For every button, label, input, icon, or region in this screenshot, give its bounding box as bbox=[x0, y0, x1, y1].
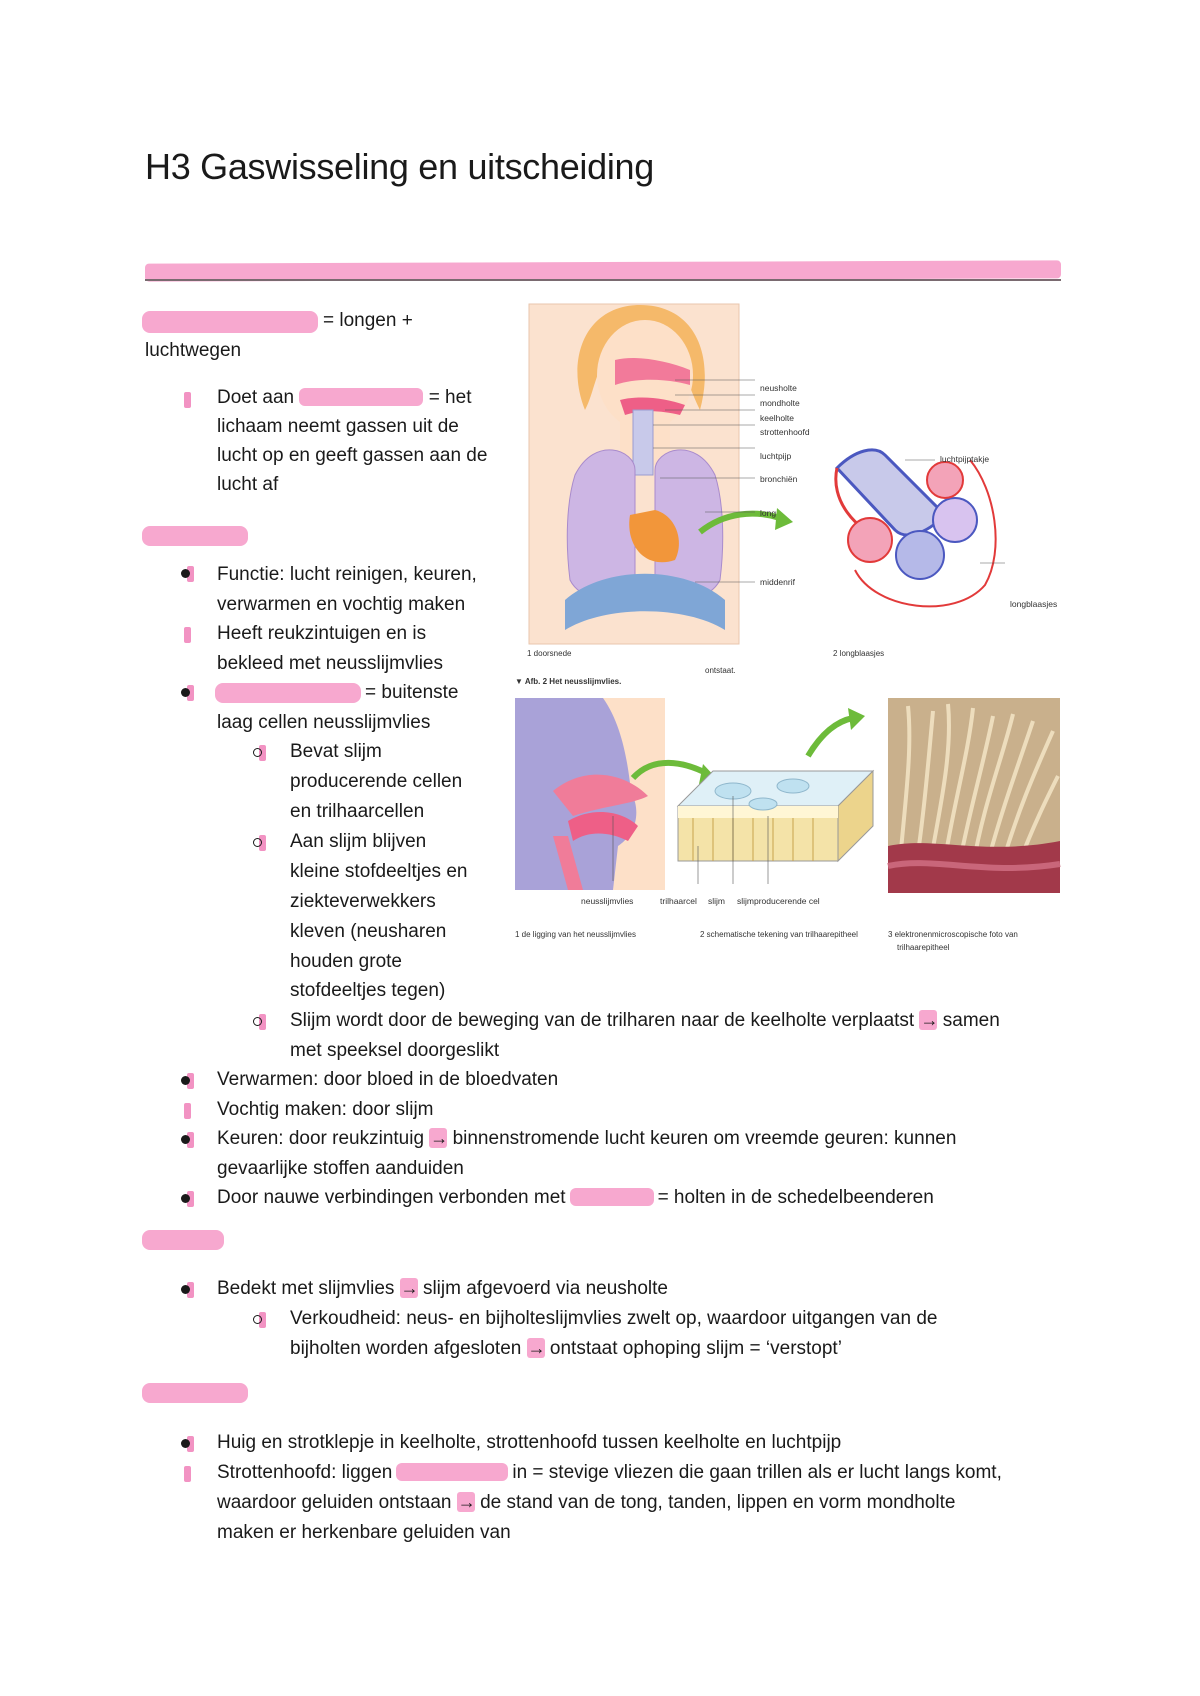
intro-line2: luchtwegen bbox=[145, 340, 242, 361]
bijholten-sub1: Verkoudheid: neus- en bijholteslijmvlies zwelt op, waardoor uitgangen van de bbox=[290, 1308, 938, 1329]
neus-bullet3-line2: laag cellen neusslijmvlies bbox=[217, 712, 431, 733]
bullet bbox=[187, 1073, 194, 1089]
neus-bullet2-line2: bekleed met neusslijmvlies bbox=[217, 653, 443, 674]
bullet bbox=[184, 1103, 191, 1119]
neus-sub2-line6: stofdeeltjes tegen) bbox=[290, 980, 446, 1001]
fig1-label: long bbox=[760, 508, 777, 518]
bijholten-bullet1: Bedekt met slijmvlies → slijm afgevoerd via neusholte bbox=[217, 1274, 668, 1304]
section-heading-neusholte bbox=[142, 526, 248, 546]
fig1-caption: 2 longblaasjes bbox=[833, 649, 885, 658]
bullet bbox=[184, 392, 191, 408]
neus-bullet7: Door nauwe verbindingen verbonden met = holten in de schedelbeenderen bbox=[217, 1187, 934, 1208]
fig2-caption: 2 schematische tekening van trilhaarepitheel bbox=[700, 930, 858, 939]
bullet bbox=[184, 627, 191, 643]
section-heading-underline bbox=[145, 279, 1061, 281]
sub-bullet bbox=[259, 835, 266, 851]
neus-sub3-line2: met speeksel doorgeslikt bbox=[290, 1040, 500, 1061]
fig1-label: longblaasjes bbox=[1010, 599, 1058, 609]
neus-sub3: Slijm wordt door de beweging van de trilharen naar de keelholte verplaatst → samen bbox=[290, 1006, 1000, 1036]
keel-bullet1: Huig en strotklepje in keelholte, strottenhoofd tussen keelholte en luchtpijp bbox=[217, 1432, 842, 1453]
fig1-caption: 1 doorsnede bbox=[527, 649, 572, 658]
bullet bbox=[187, 1191, 194, 1207]
neus-sub2-line4: kleven (neusharen bbox=[290, 921, 447, 942]
neus-bullet5: Vochtig maken: door slijm bbox=[217, 1099, 434, 1120]
sub-bullet bbox=[259, 1014, 266, 1030]
fig1-label: neusholte bbox=[760, 383, 797, 393]
intro-bullet1-line2: lichaam neemt gassen uit de bbox=[217, 416, 459, 437]
fig2-label: trilhaarcel bbox=[660, 896, 697, 906]
bullet bbox=[187, 566, 194, 582]
fig1-label: keelholte bbox=[760, 413, 795, 423]
neus-bullet4: Verwarmen: door bloed in de bloedvaten bbox=[217, 1069, 559, 1090]
fig1-label: luchtpijptakje bbox=[940, 454, 990, 464]
intro-bullet1-line4: lucht af bbox=[217, 474, 279, 495]
intro-line1: = longen + bbox=[323, 310, 413, 331]
neus-sub1: Bevat slijm bbox=[290, 741, 382, 762]
bullet bbox=[187, 685, 194, 701]
neus-sub2-line3: ziekteverwekkers bbox=[290, 891, 436, 912]
keel-bullet2: Strottenhoofd: liggen in = stevige vliezen die gaan trillen als er lucht langs komt, bbox=[217, 1462, 1002, 1483]
section-heading-keelholte bbox=[142, 1383, 248, 1403]
fig1-label: mondholte bbox=[760, 398, 800, 408]
neus-bullet6: Keuren: door reukzintuig → binnenstromende lucht keuren om vreemde geuren: kunnen bbox=[217, 1124, 956, 1154]
fig2-caption: trilhaarepitheel bbox=[897, 943, 950, 952]
sub-bullet bbox=[259, 1312, 266, 1328]
neus-bullet3: = buitenste bbox=[365, 682, 459, 703]
term-highlight bbox=[142, 311, 318, 333]
neus-sub2-line2: kleine stofdeeltjes en bbox=[290, 861, 468, 882]
sub-bullet bbox=[259, 745, 266, 761]
fig1-caption: ontstaat. bbox=[705, 666, 736, 675]
intro-bullet1-line3: lucht op en geeft gassen aan de bbox=[217, 445, 488, 466]
fig2-label: slijm bbox=[708, 896, 725, 906]
fig2-label: neusslijmvlies bbox=[581, 896, 634, 906]
neus-bullet6-line2: gevaarlijke stoffen aanduiden bbox=[217, 1158, 464, 1179]
term-highlight bbox=[215, 683, 361, 703]
neus-bullet2: Heeft reukzintuigen en is bbox=[217, 623, 427, 644]
fig1-label: bronchiën bbox=[760, 474, 798, 484]
bullet bbox=[187, 1436, 194, 1452]
fig2-title: ▼ Afb. 2 Het neusslijmvlies. bbox=[515, 677, 622, 686]
bijholten-sub1-line2: bijholten worden afgesloten → ontstaat ophoping slijm = ‘verstopt’ bbox=[290, 1334, 842, 1364]
fig1-label: luchtpijp bbox=[760, 451, 792, 461]
neus-bullet1-line2: verwarmen en vochtig maken bbox=[217, 594, 466, 615]
neus-sub1-line3: en trilhaarcellen bbox=[290, 801, 425, 822]
figure-respiratory-system bbox=[525, 300, 1065, 670]
fig2-label: slijmproducerende cel bbox=[737, 896, 820, 906]
bullet bbox=[187, 1282, 194, 1298]
keel-bullet2-line3: maken er herkenbare geluiden van bbox=[217, 1522, 511, 1543]
page-title: H3 Gaswisseling en uitscheiding bbox=[145, 146, 654, 187]
figure-nasal-mucosa bbox=[513, 696, 1063, 896]
neus-sub2-line5: houden grote bbox=[290, 951, 402, 972]
bullet bbox=[187, 1132, 194, 1148]
neus-sub1-line2: producerende cellen bbox=[290, 771, 463, 792]
section-heading-bijholten bbox=[142, 1230, 224, 1250]
fig1-label: middenrif bbox=[760, 577, 795, 587]
neus-bullet1: Functie: lucht reinigen, keuren, bbox=[217, 564, 477, 585]
fig2-caption: 3 elektronenmicroscopische foto van bbox=[888, 930, 1018, 939]
neus-sub2: Aan slijm blijven bbox=[290, 831, 427, 852]
bullet bbox=[184, 1466, 191, 1482]
fig2-caption: 1 de ligging van het neusslijmvlies bbox=[515, 930, 636, 939]
keel-bullet2-line2: waardoor geluiden ontstaan → de stand van de tong, tanden, lippen en vorm mondholte bbox=[217, 1488, 955, 1518]
intro-bullet1: Doet aan = het bbox=[217, 387, 472, 408]
fig1-label: strottenhoofd bbox=[760, 427, 810, 437]
